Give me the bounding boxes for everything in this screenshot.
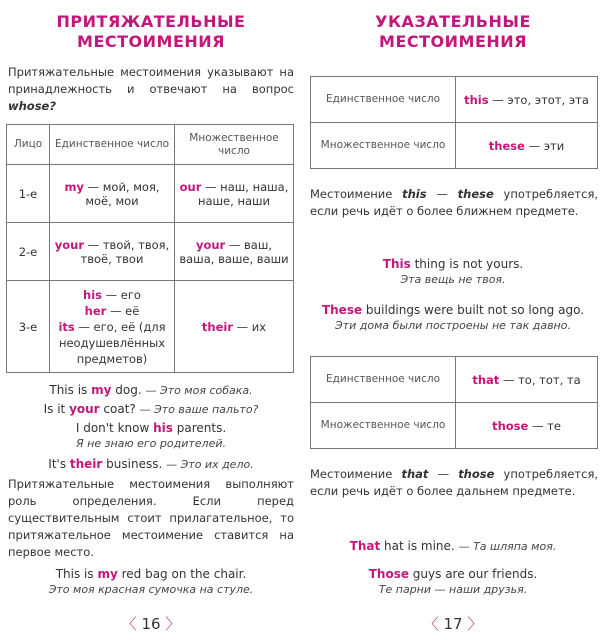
header-person: Лицо xyxy=(7,125,50,165)
left-intro-question: whose? xyxy=(8,99,57,113)
left-title xyxy=(0,12,302,52)
demonstrative-table-near xyxy=(310,76,598,169)
right-title-line2: МЕСТОИМЕНИЯ xyxy=(379,32,527,51)
singular-cell: my — мой, моя, моё, мои xyxy=(50,165,175,223)
table-row xyxy=(7,223,294,281)
right-example-3: That hat is mine. — Та шляпа моя. xyxy=(349,539,557,553)
person-cell: 3-е xyxy=(7,281,50,373)
right-example-2: These buildings were built not so long ago. Эти дома были построены не так давно. xyxy=(321,303,585,332)
right-paragraph-1: Местоимение this — these употребляется, если речь идёт о более ближнем предмете. xyxy=(310,187,599,218)
left-example-4: It's their business. — Это их дело. xyxy=(48,457,254,471)
left-title-line1: ПРИТЯЖАТЕЛЬНЫЕ xyxy=(56,12,246,31)
plural-cell: our — наш, наша, наше, наши xyxy=(175,165,294,223)
left-example-1: This is my dog. — Это моя собака. xyxy=(49,383,253,397)
table-row: Единственное число that — то, тот, та xyxy=(311,357,598,403)
person-cell: 2-е xyxy=(7,223,50,281)
right-paragraph-2: Местоимение that — those употребляется, если речь идёт о более дальнем предмете. xyxy=(310,467,599,498)
table-row: Множественное число these — эти xyxy=(311,123,598,169)
right-page xyxy=(302,0,604,640)
left-example-2: Is it your coat? — Это ваше пальто? xyxy=(43,402,259,416)
header-plural: Множественное число xyxy=(175,125,294,165)
demonstrative-table-far xyxy=(310,356,598,449)
plural-cell: your — ваш, ваша, ваше, ваши xyxy=(175,223,294,281)
singular-cell: his — его her — её its — его, её (для неодушевлённых предметов) xyxy=(50,281,175,373)
left-title-line2: МЕСТОИМЕНИЯ xyxy=(77,32,225,51)
left-example-3: I don't know his parents. Я не знаю его родителей. xyxy=(75,421,227,450)
table-row xyxy=(7,165,294,223)
possessive-table xyxy=(6,124,294,373)
table-row: Множественное число those — те xyxy=(311,403,598,449)
right-example-4: Those guys are our friends. Те парни — наши друзья. xyxy=(368,567,538,596)
plural-cell: their — их xyxy=(175,281,294,373)
header-singular: Единственное число xyxy=(50,125,175,165)
left-intro xyxy=(8,64,294,115)
left-example-5: This is my red bag on the chair. Это моя красная сумочка на стуле. xyxy=(48,567,254,596)
right-page-number: 〈 17 〉 xyxy=(423,615,483,633)
table-row: Единственное число this — это, этот, эта xyxy=(311,77,598,123)
singular-cell: your — твой, твоя, твоё, твои xyxy=(50,223,175,281)
right-title xyxy=(302,12,604,52)
person-cell: 1-е xyxy=(7,165,50,223)
left-paragraph-2: Притяжательные местоимения выполняют роль определения. Если перед существительным стоит прилагательное, то притяжательное местоимение ставится на первое место. xyxy=(8,477,294,559)
left-intro-text: Притяжательные местоимения указывают на принадлежность и отвечают на вопрос xyxy=(8,65,294,96)
right-example-1: This thing is not yours. Эта вещь не твоя. xyxy=(382,257,524,286)
left-page-number: 〈 16 〉 xyxy=(121,615,181,633)
table-row xyxy=(7,281,294,373)
right-title-line1: УКАЗАТЕЛЬНЫЕ xyxy=(375,12,531,31)
